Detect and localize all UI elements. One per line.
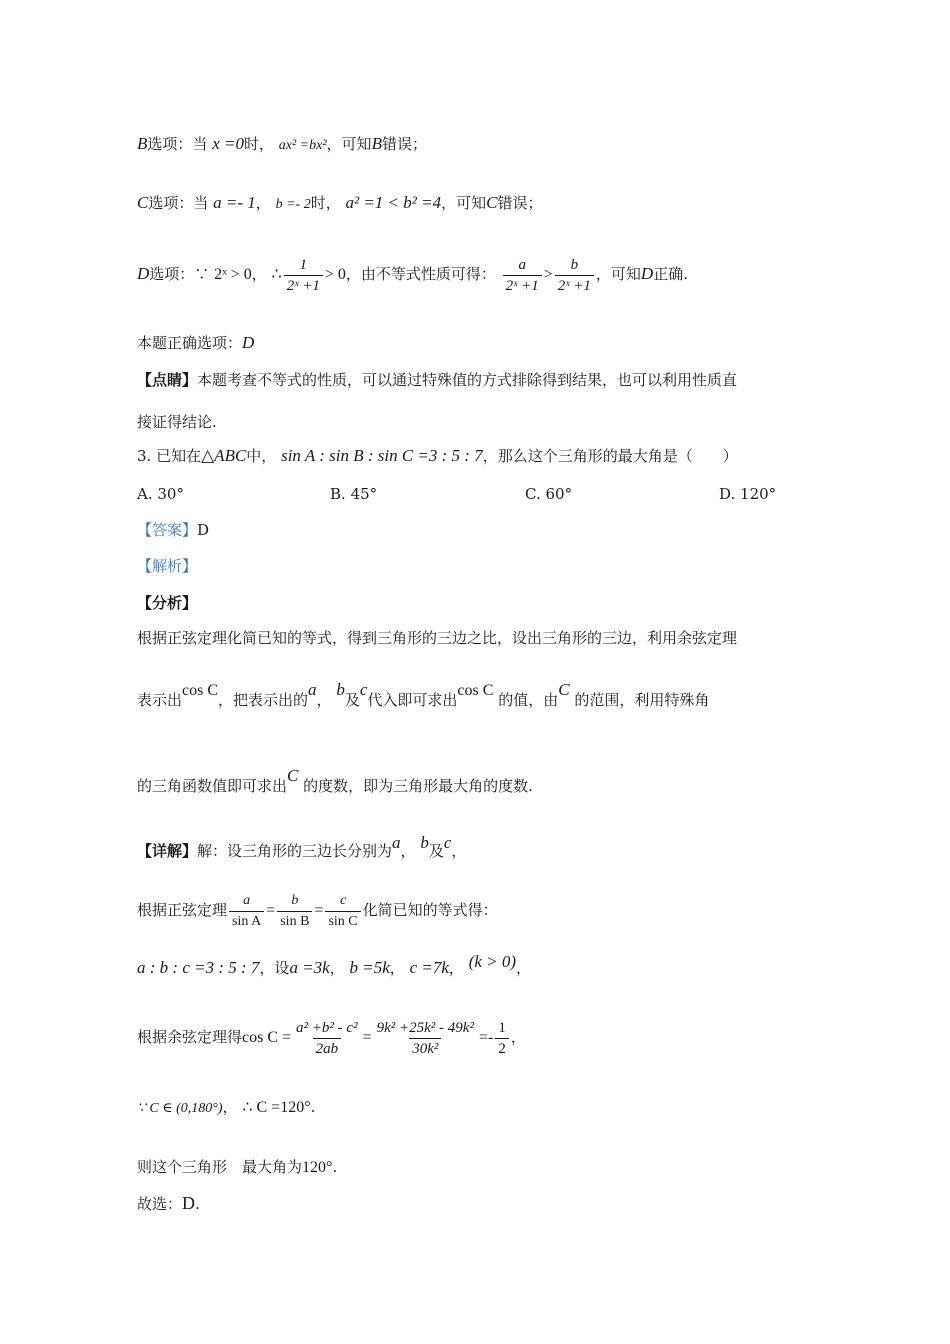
text: 代入即可求出 bbox=[367, 691, 458, 709]
math-b: b bbox=[420, 833, 429, 852]
equals: = bbox=[362, 1029, 372, 1046]
therefore: ∴ bbox=[271, 266, 282, 283]
text: ， bbox=[316, 691, 332, 709]
text: ，设 bbox=[259, 959, 290, 977]
label-b: B bbox=[137, 134, 148, 153]
fraction: $\frac{a}{\text{2ˣ +1}}$ bbox=[503, 255, 542, 296]
question-number: 3. bbox=[137, 447, 152, 465]
text: ， bbox=[516, 959, 532, 977]
comment-tag: 【点睛】 bbox=[137, 371, 198, 389]
gap bbox=[227, 1158, 242, 1176]
text: ， bbox=[329, 959, 345, 977]
text: 已知在 bbox=[156, 447, 202, 465]
math-c: c bbox=[443, 833, 452, 852]
math-a: a bbox=[392, 833, 401, 852]
detail-tag: 【详解】 bbox=[137, 842, 198, 860]
math-a: a bbox=[308, 680, 317, 699]
text: 及 bbox=[428, 842, 444, 860]
text: 选项：当 bbox=[147, 135, 208, 153]
math-b: b =- 2 bbox=[275, 197, 311, 212]
text: . bbox=[195, 1195, 200, 1213]
choice-label: A. bbox=[137, 485, 153, 503]
text: ， bbox=[400, 842, 416, 860]
text: 表示出 bbox=[137, 691, 183, 709]
text: ， bbox=[255, 194, 271, 212]
choice-label: D. bbox=[719, 485, 736, 503]
math-a: a =- 1 bbox=[213, 193, 256, 212]
text: 选项：当 bbox=[148, 194, 209, 212]
math-cos: cos C bbox=[457, 682, 494, 699]
d-option-line bbox=[137, 252, 688, 297]
text: 错误； bbox=[381, 135, 427, 153]
fenxi-tag: 【分析】 bbox=[137, 594, 198, 612]
choice-c bbox=[525, 484, 572, 504]
text: 解：设三角形的三边长分别为 bbox=[197, 842, 393, 860]
text: 选项：∵ bbox=[149, 265, 210, 283]
text: 的范围，利用特殊角 bbox=[574, 691, 710, 709]
correct-option-line bbox=[137, 333, 254, 353]
label-c2: C bbox=[486, 193, 498, 212]
text: ，可知 bbox=[441, 194, 487, 212]
text: . bbox=[310, 1098, 316, 1116]
fraction: $\frac{b}{\text{sin B}}$ bbox=[277, 891, 312, 932]
text: 根据正弦定理 bbox=[137, 901, 228, 919]
math-pow: 2ˣ > 0 bbox=[214, 266, 252, 283]
text: ， bbox=[451, 842, 467, 860]
answer-line bbox=[137, 520, 209, 540]
c-option-line bbox=[137, 193, 542, 215]
text: 时， bbox=[310, 194, 341, 212]
math-c: c bbox=[359, 680, 368, 699]
fraction: $\frac{\text{9k² +25k² - 49k²}}{\text{30k²}}$ bbox=[376, 1019, 474, 1057]
comment-line-1 bbox=[137, 370, 737, 390]
cosine-law-line bbox=[137, 1012, 526, 1063]
math-C: C bbox=[287, 766, 299, 785]
math-value: 120° bbox=[302, 1159, 333, 1176]
choice-a bbox=[137, 484, 184, 504]
math-cos: cos C bbox=[182, 682, 219, 699]
text: 故选： bbox=[137, 1195, 183, 1213]
text: ， bbox=[510, 1028, 526, 1046]
text: 接证得结论. bbox=[137, 413, 217, 431]
text: 根据余弦定理得 bbox=[137, 1028, 243, 1046]
final-value: D bbox=[182, 1193, 196, 1213]
math-therefore: ∴ C =120° bbox=[242, 1099, 311, 1116]
fenxi-line-3 bbox=[137, 766, 533, 796]
math-C: C bbox=[558, 680, 570, 699]
math-ineq: a² =1 < b² =4 bbox=[345, 193, 442, 212]
text: ， bbox=[448, 959, 464, 977]
text: ， bbox=[251, 265, 267, 283]
math-ratio: a : b : c =3 : 5 : 7 bbox=[137, 958, 260, 977]
answer-value: D bbox=[197, 521, 210, 539]
range-line bbox=[137, 1097, 315, 1119]
text: 本题正确选项： bbox=[137, 334, 243, 352]
text: . bbox=[332, 1158, 338, 1176]
text: 错误； bbox=[497, 194, 543, 212]
conclusion-line bbox=[137, 1157, 337, 1178]
text: ，可知 bbox=[595, 265, 641, 283]
sine-law-line bbox=[137, 888, 498, 933]
math-gt0: > 0 bbox=[324, 266, 346, 283]
math-a: a =3k bbox=[289, 958, 330, 977]
text: 则这个三角形 bbox=[137, 1158, 228, 1176]
text: 的度数，即为三角形最大角的度数. bbox=[303, 777, 533, 795]
equals: = bbox=[314, 902, 324, 919]
choice-value: 30° bbox=[157, 485, 184, 503]
fenxi-line-2 bbox=[137, 680, 710, 711]
fraction: $\frac{a}{\text{sin A}}$ bbox=[229, 891, 264, 932]
label-b2: B bbox=[371, 134, 382, 153]
math-k: (k > 0) bbox=[468, 952, 517, 971]
detail-line bbox=[137, 833, 467, 861]
b-option-line bbox=[137, 134, 427, 156]
text: ，把表示出的 bbox=[218, 691, 309, 709]
math-eq: ax² =bx² bbox=[278, 138, 327, 153]
math-lhs: cos C = bbox=[242, 1029, 292, 1046]
text: 化简已知的等式得： bbox=[362, 901, 498, 919]
choice-b bbox=[330, 484, 377, 504]
text: 本题考查不等式的性质，可以通过特殊值的方式排除得到结果，也可以利用性质直 bbox=[197, 371, 738, 389]
final-answer-line bbox=[137, 1193, 200, 1214]
fraction: $\frac{1}{\text{2ˣ +1}}$ bbox=[284, 255, 323, 296]
choice-value: 60° bbox=[545, 485, 573, 503]
fraction: $\frac{b}{\text{2ˣ +1}}$ bbox=[555, 255, 594, 296]
text: 时， bbox=[243, 135, 274, 153]
math-ratio: sin A : sin B : sin C =3 : 5 : 7 bbox=[281, 446, 483, 465]
answer-value: D bbox=[242, 333, 255, 352]
choice-d bbox=[719, 484, 776, 504]
text: 的值，由 bbox=[498, 691, 559, 709]
math-because: ∵ C ∈ (0,180°) bbox=[137, 1101, 223, 1116]
math-c: c =7k bbox=[409, 958, 449, 977]
fraction: $\frac{1}{2}$ bbox=[495, 1018, 509, 1059]
question-3 bbox=[137, 446, 738, 466]
math-cond: x =0 bbox=[212, 134, 244, 153]
choice-label: B. bbox=[330, 485, 346, 503]
text: 的三角函数值即可求出 bbox=[137, 777, 288, 795]
text: 及 bbox=[344, 691, 360, 709]
label-d2: D bbox=[640, 264, 654, 283]
ratio-line bbox=[137, 952, 532, 978]
text: ， bbox=[222, 1098, 238, 1116]
math-b: b =5k bbox=[349, 958, 390, 977]
fraction: $\frac{c}{\text{sin C}}$ bbox=[325, 891, 360, 932]
equals: = bbox=[266, 902, 276, 919]
math-triangle: △ABC bbox=[201, 446, 247, 465]
text: 中， bbox=[246, 447, 277, 465]
math-gt: > bbox=[543, 266, 553, 283]
text: ，由不等式性质可得： bbox=[345, 265, 496, 283]
text: 正确. bbox=[653, 265, 688, 283]
text: ， bbox=[389, 959, 405, 977]
math-b: b bbox=[336, 680, 345, 699]
choice-value: 45° bbox=[350, 485, 378, 503]
fenxi-line-1: 根据正弦定理化简已知的等式，得到三角形的三边之比，设出三角形的三边，利用余弦定理 bbox=[137, 629, 738, 647]
analysis-tag: 【解析】 bbox=[137, 557, 198, 575]
text: 最大角为 bbox=[242, 1158, 303, 1176]
choice-value: 120° bbox=[740, 485, 777, 503]
text: ，可知 bbox=[326, 135, 372, 153]
label-c: C bbox=[137, 193, 149, 212]
equals: =- bbox=[478, 1029, 494, 1046]
fraction: $\frac{\text{a² +b² - c²}}{2ab}$ bbox=[296, 1019, 358, 1057]
comment-line-2 bbox=[137, 412, 217, 432]
label-d: D bbox=[137, 264, 150, 283]
choice-label: C. bbox=[525, 485, 541, 503]
text: ，那么这个三角形的最大角是（ ） bbox=[482, 447, 738, 465]
answer-tag: 【答案】 bbox=[137, 521, 198, 539]
